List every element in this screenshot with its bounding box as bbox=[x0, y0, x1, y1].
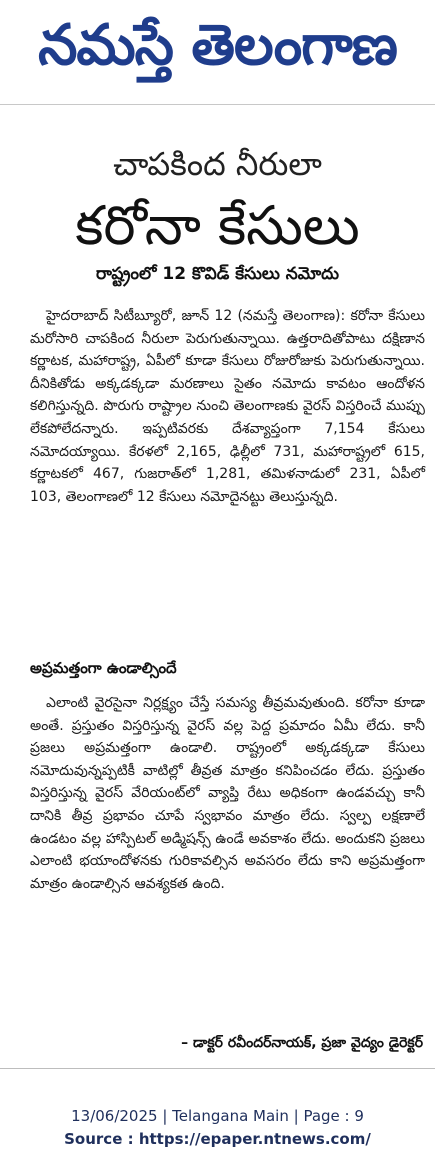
article-paragraph-1: హైదరాబాద్ సిటీబ్యూరో, జూన్ 12 (నమస్తే తెలంగాణ): కరోనా కేసులు మరోసారి చాపకింద నీరులా పెరుగుతున్నాయి. ఉత్తరాదితోపాటు దక్షిణాన కర్ణాటక, మహారాష్ట్ర, ఏపీలో కూడా కేసులు రోజురోజుకు పెరుగుతున్నాయి. దీనికితోడు అక్కడక్కడా మరణాలు సైతం నమోదు కావటం ఆందోళన కలిగిస్తున్నది. పొరుగు రాష్ట్రాల నుంచి తెలంగాణకు వైరస్ విస్తరించే ముప్పు లేకపోలేదన్నారు. ఇప్పటివరకు దేశవ్యాప్తంగా 7,154 కేసులు నమోదయ్యాయి. కేరళలో 2,165, ఢిల్లీలో 731, మహారాష్ట్రలో 615, కర్ణాటకలో 467, గుజరాత్‌లో 1,281, తమిళనాడులో 231, ఏపీలో 103, తెలంగాణలో 12 కేసులు నమోదైనట్టు తెలుస్తున్నది. bbox=[30, 308, 425, 505]
masthead-title: నమస్తే తెలంగాణ bbox=[38, 13, 397, 78]
article-subhead: రాష్ట్రంలో 12 కొవిడ్ కేసులు నమోదు bbox=[95, 264, 340, 284]
article-kicker: చాపకింద నీరులా bbox=[113, 145, 322, 183]
article-paragraph-2: ఎలాంటి వైరసైనా నిర్లక్ష్యం చేస్తే సమస్య తీవ్రమవుతుంది. కరోనా కూడా అంతే. ప్రస్తుతం విస్తరిస్తున్న వైరస్ వల్ల పెద్ద ప్రమాదం ఏమీ లేదు. కానీ ప్రజలు అప్రమత్తంగా ఉండాలి. రాష్ట్రంలో అక్కడక్కడా కేసులు నమోదువున్నప్పటికీ వాటిల్లో తీవ్రత మాత్రం కనిపించడం లేదు. ప్రస్తుతం విస్తరిస్తున్న వైరస్ వేరియంట్‌లో వ్యాప్తి రేటు అధికంగా ఉండవచ్చు కానీ దానికి తీవ్ర ప్రభావం చూపే స్వభావం మాత్రం లేదు. స్వల్ప లక్షణాలే ఉండటం వల్ల హాస్పిటల్ అడ్మిషన్స్ ఉండే అవకాశం లేదు. అందుకని ప్రజలు ఎలాంటి భయాందోళనకు గురికావల్సిన అవసరం లేదు కాని అప్రమత్తంగా మాత్రం ఉండాల్సిన ఆవశ్యకత ఉంది. bbox=[30, 695, 425, 892]
masthead bbox=[0, 0, 435, 100]
masthead-divider bbox=[0, 104, 435, 105]
section-heading: అప్రమత్తంగా ఉండాల్సిందే bbox=[30, 659, 177, 677]
footer-divider bbox=[0, 1068, 435, 1069]
footer-source-line: Source : https://epaper.ntnews.com/ bbox=[64, 1130, 371, 1148]
article-headline: కరోనా కేసులు bbox=[75, 194, 360, 257]
article-byline: – డాక్టర్ రవీందర్‌నాయక్, ప్రజా వైద్యం డైరెక్టర్ bbox=[181, 1035, 423, 1051]
footer-edition-line: 13/06/2025 | Telangana Main | Page : 9 bbox=[71, 1107, 364, 1125]
